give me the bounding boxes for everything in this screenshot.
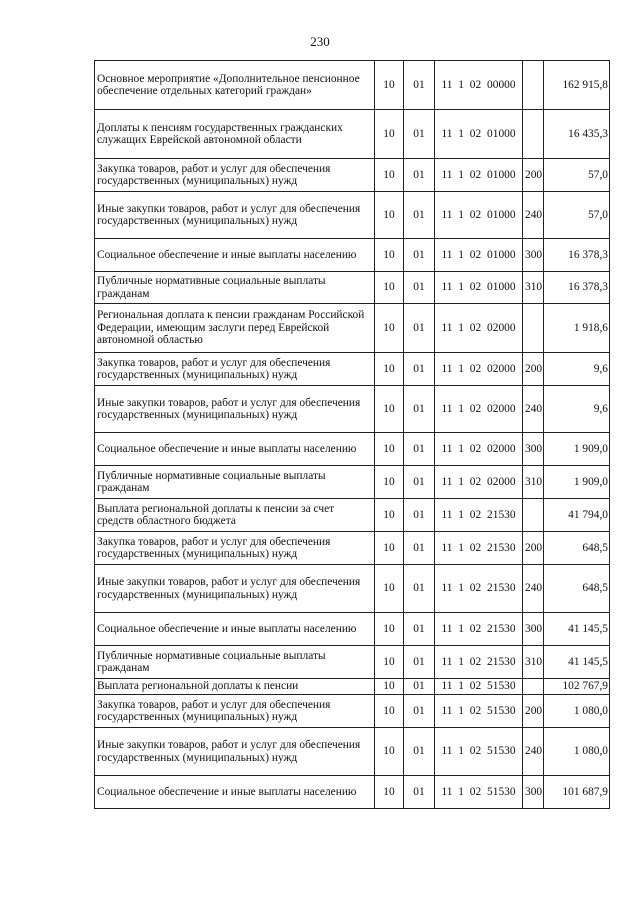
amount-cell: 9,6 [544,386,610,433]
target-article-code-cell: 11 1 02 21530 [435,613,523,646]
table-row [95,613,610,646]
section-code-cell: 10 [375,532,404,565]
section-code-cell: 10 [375,304,404,353]
expense-type-code-cell [523,110,544,159]
section-code-cell: 10 [375,679,404,695]
target-article-code-cell: 11 1 02 02000 [435,304,523,353]
target-article-code-cell: 11 1 02 00000 [435,61,523,110]
expense-type-code-cell: 200 [523,159,544,192]
section-code-cell: 10 [375,776,404,809]
expense-type-code-cell: 240 [523,565,544,613]
expense-name-cell: Социальное обеспечение и иные выплаты населению [95,239,375,272]
expense-type-code-cell: 240 [523,386,544,433]
section-code-cell: 10 [375,386,404,433]
expense-type-code-cell: 300 [523,433,544,466]
subsection-code-cell: 01 [404,499,435,532]
subsection-code-cell: 01 [404,695,435,728]
target-article-code-cell: 11 1 02 51530 [435,776,523,809]
amount-cell: 1 909,0 [544,433,610,466]
subsection-code-cell: 01 [404,272,435,304]
section-code-cell: 10 [375,613,404,646]
target-article-code-cell: 11 1 02 01000 [435,239,523,272]
amount-cell: 9,6 [544,353,610,386]
amount-cell: 16 378,3 [544,239,610,272]
expense-type-code-cell: 200 [523,695,544,728]
subsection-code-cell: 01 [404,110,435,159]
expense-name-cell: Региональная доплата к пенсии гражданам Российской Федерации, имеющим заслуги перед Еврейской автономной областью [95,304,375,353]
target-article-code-cell: 11 1 02 02000 [435,353,523,386]
subsection-code-cell: 01 [404,353,435,386]
target-article-code-cell: 11 1 02 21530 [435,565,523,613]
subsection-code-cell: 01 [404,61,435,110]
section-code-cell: 10 [375,61,404,110]
table-row [95,565,610,613]
expense-type-code-cell [523,499,544,532]
expense-name-cell: Основное мероприятие «Дополнительное пенсионное обеспечение отдельных категорий граждан» [95,61,375,110]
subsection-code-cell: 01 [404,565,435,613]
target-article-code-cell: 11 1 02 02000 [435,433,523,466]
target-article-code-cell: 11 1 02 01000 [435,110,523,159]
target-article-code-cell: 11 1 02 21530 [435,646,523,679]
section-code-cell: 10 [375,499,404,532]
expense-name-cell: Иные закупки товаров, работ и услуг для обеспечения государственных (муниципальных) нужд [95,565,375,613]
expense-type-code-cell: 310 [523,272,544,304]
amount-cell: 648,5 [544,565,610,613]
amount-cell: 101 687,9 [544,776,610,809]
table-row [95,353,610,386]
table-row [95,728,610,776]
expense-type-code-cell: 240 [523,728,544,776]
expense-name-cell: Иные закупки товаров, работ и услуг для обеспечения государственных (муниципальных) нужд [95,192,375,239]
subsection-code-cell: 01 [404,466,435,499]
amount-cell: 16 378,3 [544,272,610,304]
table-row [95,695,610,728]
section-code-cell: 10 [375,646,404,679]
target-article-code-cell: 11 1 02 02000 [435,466,523,499]
expense-name-cell: Социальное обеспечение и иные выплаты населению [95,776,375,809]
expense-name-cell: Закупка товаров, работ и услуг для обеспечения государственных (муниципальных) нужд [95,695,375,728]
subsection-code-cell: 01 [404,613,435,646]
table-row [95,776,610,809]
table-row [95,159,610,192]
expense-name-cell: Доплаты к пенсиям государственных гражданских служащих Еврейской автономной области [95,110,375,159]
subsection-code-cell: 01 [404,239,435,272]
table-row [95,466,610,499]
expense-type-code-cell: 300 [523,776,544,809]
page-number: 230 [310,34,330,49]
target-article-code-cell: 11 1 02 51530 [435,695,523,728]
amount-cell: 1 080,0 [544,695,610,728]
expense-name-cell: Публичные нормативные социальные выплаты гражданам [95,646,375,679]
target-article-code-cell: 11 1 02 21530 [435,499,523,532]
section-code-cell: 10 [375,239,404,272]
expense-name-cell: Иные закупки товаров, работ и услуг для обеспечения государственных (муниципальных) нужд [95,728,375,776]
expense-name-cell: Социальное обеспечение и иные выплаты населению [95,613,375,646]
expense-name-cell: Закупка товаров, работ и услуг для обеспечения государственных (муниципальных) нужд [95,353,375,386]
section-code-cell: 10 [375,433,404,466]
section-code-cell: 10 [375,728,404,776]
subsection-code-cell: 01 [404,728,435,776]
expense-type-code-cell: 200 [523,532,544,565]
subsection-code-cell: 01 [404,386,435,433]
target-article-code-cell: 11 1 02 21530 [435,532,523,565]
table-row [95,499,610,532]
expense-name-cell: Социальное обеспечение и иные выплаты населению [95,433,375,466]
target-article-code-cell: 11 1 02 51530 [435,679,523,695]
expense-type-code-cell: 310 [523,646,544,679]
table-row [95,433,610,466]
expense-type-code-cell: 300 [523,613,544,646]
section-code-cell: 10 [375,192,404,239]
budget-table [94,60,610,809]
target-article-code-cell: 11 1 02 01000 [435,192,523,239]
amount-cell: 1 918,6 [544,304,610,353]
amount-cell: 57,0 [544,192,610,239]
subsection-code-cell: 01 [404,192,435,239]
subsection-code-cell: 01 [404,646,435,679]
expense-name-cell: Публичные нормативные социальные выплаты гражданам [95,272,375,304]
expense-name-cell: Иные закупки товаров, работ и услуг для обеспечения государственных (муниципальных) нужд [95,386,375,433]
expense-type-code-cell: 200 [523,353,544,386]
expense-name-cell: Публичные нормативные социальные выплаты гражданам [95,466,375,499]
table-row [95,239,610,272]
expense-type-code-cell [523,304,544,353]
amount-cell: 41 794,0 [544,499,610,532]
expense-name-cell: Выплата региональной доплаты к пенсии за счет средств областного бюджета [95,499,375,532]
subsection-code-cell: 01 [404,433,435,466]
amount-cell: 41 145,5 [544,646,610,679]
section-code-cell: 10 [375,110,404,159]
amount-cell: 1 909,0 [544,466,610,499]
table-row [95,192,610,239]
expense-type-code-cell [523,679,544,695]
table-row [95,304,610,353]
table-row [95,386,610,433]
section-code-cell: 10 [375,695,404,728]
table-row [95,272,610,304]
section-code-cell: 10 [375,565,404,613]
subsection-code-cell: 01 [404,304,435,353]
expense-name-cell: Закупка товаров, работ и услуг для обеспечения государственных (муниципальных) нужд [95,159,375,192]
amount-cell: 162 915,8 [544,61,610,110]
section-code-cell: 10 [375,272,404,304]
subsection-code-cell: 01 [404,679,435,695]
subsection-code-cell: 01 [404,159,435,192]
section-code-cell: 10 [375,466,404,499]
table-row [95,110,610,159]
amount-cell: 57,0 [544,159,610,192]
section-code-cell: 10 [375,353,404,386]
target-article-code-cell: 11 1 02 01000 [435,159,523,192]
table-row [95,646,610,679]
expense-name-cell: Выплата региональной доплаты к пенсии [95,679,375,695]
amount-cell: 1 080,0 [544,728,610,776]
expense-type-code-cell: 300 [523,239,544,272]
subsection-code-cell: 01 [404,532,435,565]
table-body [95,61,610,809]
target-article-code-cell: 11 1 02 51530 [435,728,523,776]
table-row [95,61,610,110]
amount-cell: 102 767,9 [544,679,610,695]
table-row [95,532,610,565]
subsection-code-cell: 01 [404,776,435,809]
target-article-code-cell: 11 1 02 02000 [435,386,523,433]
expense-type-code-cell: 240 [523,192,544,239]
expense-name-cell: Закупка товаров, работ и услуг для обеспечения государственных (муниципальных) нужд [95,532,375,565]
expense-type-code-cell: 310 [523,466,544,499]
amount-cell: 648,5 [544,532,610,565]
table-row [95,679,610,695]
expense-type-code-cell [523,61,544,110]
amount-cell: 16 435,3 [544,110,610,159]
section-code-cell: 10 [375,159,404,192]
amount-cell: 41 145,5 [544,613,610,646]
target-article-code-cell: 11 1 02 01000 [435,272,523,304]
